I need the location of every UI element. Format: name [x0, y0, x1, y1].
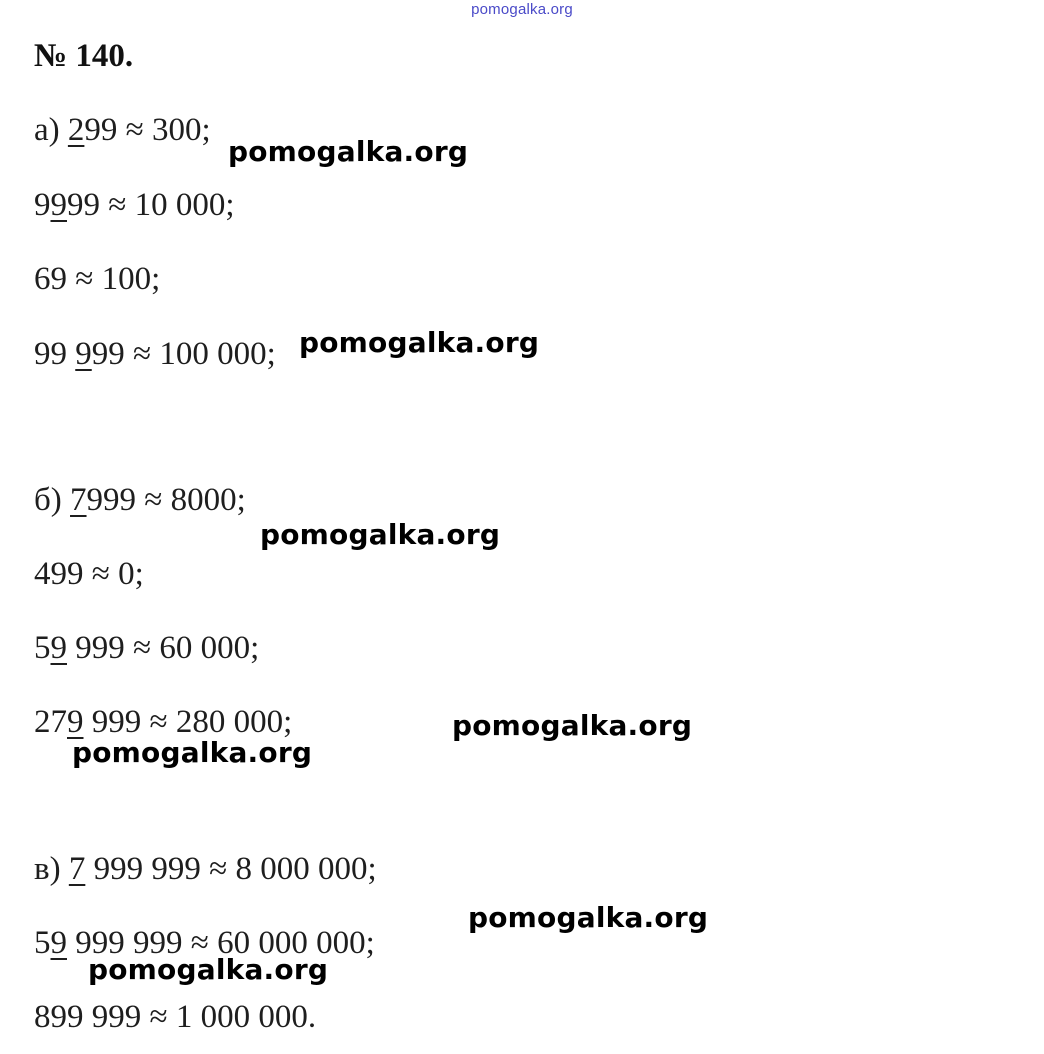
- watermark-text: pomogalka.org: [468, 901, 709, 934]
- part-c-line-2: 59 999 999 ≈ 60 000 000;: [34, 925, 375, 961]
- part-a-line-1: а) 299 ≈ 300;: [34, 112, 211, 148]
- underlined-digit: 9: [67, 704, 84, 740]
- part-b-line-3: 59 999 ≈ 60 000;: [34, 630, 260, 666]
- part-c-line-1: в) 7 999 999 ≈ 8 000 000;: [34, 851, 377, 887]
- watermark-text: pomogalka.org: [452, 709, 693, 742]
- underlined-digit: 9: [50, 630, 67, 666]
- part-label: б): [34, 482, 62, 518]
- underlined-digit: 2: [67, 112, 85, 148]
- part-b-line-4: 279 999 ≈ 280 000;: [34, 704, 293, 740]
- part-a-line-4: 99 999 ≈ 100 000;: [34, 336, 276, 372]
- watermark-text: pomogalka.org: [228, 135, 469, 168]
- site-watermark-top: pomogalka.org: [471, 1, 573, 18]
- watermark-text: pomogalka.org: [260, 518, 501, 551]
- underlined-digit: 7: [68, 851, 86, 887]
- underlined-digit: 7: [70, 482, 87, 518]
- part-c-line-3: 899 999 ≈ 1 000 000.: [34, 999, 317, 1035]
- task-title: № 140.: [34, 38, 134, 74]
- part-label: в): [34, 851, 61, 887]
- part-b-line-1: б) 7999 ≈ 8000;: [34, 482, 246, 518]
- watermark-text: pomogalka.org: [88, 953, 329, 986]
- watermark-text: pomogalka.org: [72, 736, 313, 769]
- part-label: а): [34, 112, 60, 148]
- part-a-line-3: 69 ≈ 100;: [34, 261, 161, 297]
- underlined-digit: 9: [50, 925, 67, 961]
- part-a-line-2: 9999 ≈ 10 000;: [34, 187, 235, 223]
- underlined-digit: 9: [50, 187, 67, 223]
- underlined-digit: 9: [75, 336, 92, 372]
- part-b-line-2: 499 ≈ 0;: [34, 556, 144, 592]
- watermark-text: pomogalka.org: [299, 326, 540, 359]
